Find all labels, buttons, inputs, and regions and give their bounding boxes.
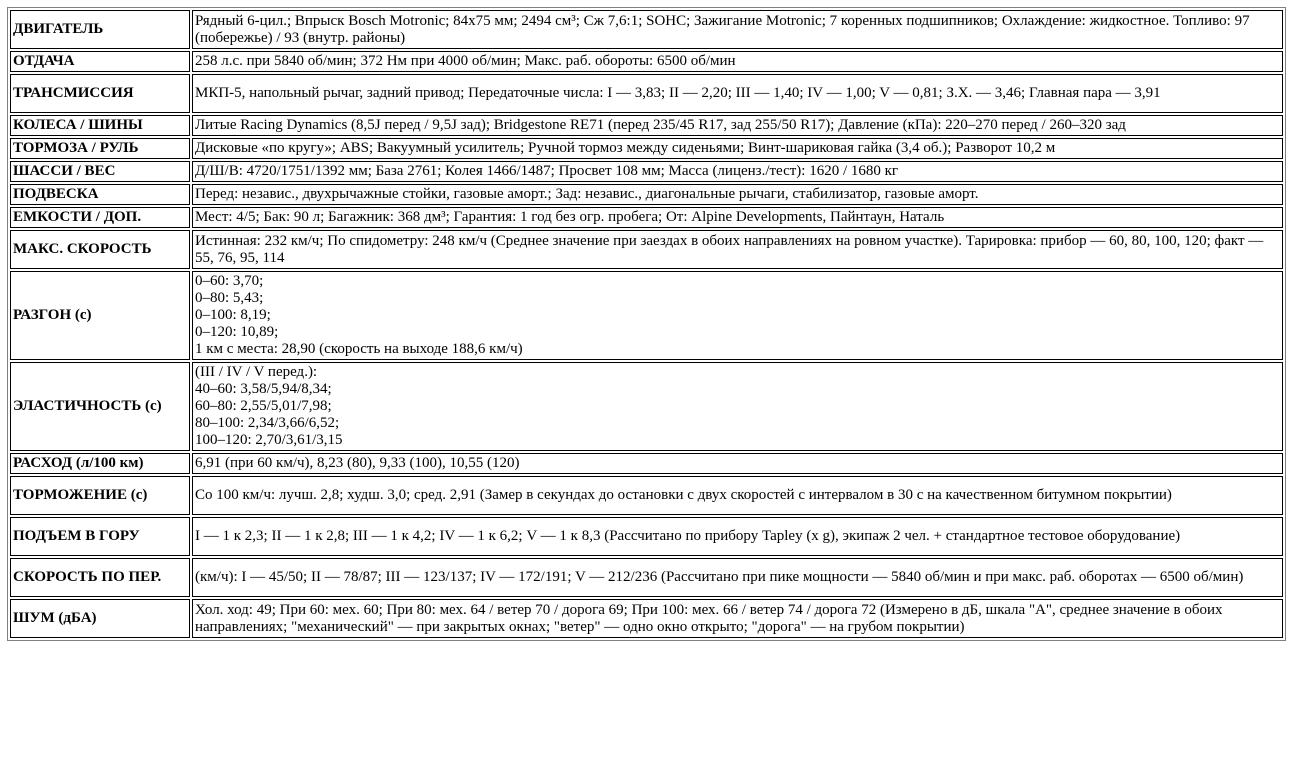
row-label: РАЗГОН (с)	[10, 271, 190, 360]
value-line: 100–120: 2,70/3,61/3,15	[195, 432, 343, 448]
row-label: ЕМКОСТИ / ДОП.	[10, 207, 190, 228]
row-label: ШАССИ / ВЕС	[10, 161, 190, 182]
value-line: 0–80: 5,43;	[195, 290, 264, 306]
value-line: 80–100: 2,34/3,66/6,52;	[195, 415, 340, 431]
spec-row-capacities	[10, 207, 1283, 228]
row-value: Дисковые «по кругу»; ABS; Вакуумный усилитель; Ручной тормоз между сиденьями; Винт-шариковая гайка (3,4 об.); Разворот 10,2 м	[192, 138, 1283, 159]
spec-row-acceleration	[10, 271, 1283, 360]
row-value: МКП-5, напольный рычаг, задний привод; Передаточные числа: I — 3,83; II — 2,20; III — 1,40; IV — 1,00; V — 0,81; З.Х. — 3,46; Главная пара — 3,91	[192, 74, 1283, 113]
row-value	[192, 362, 1283, 451]
value-line: 40–60: 3,58/5,94/8,34;	[195, 381, 332, 397]
spec-row-brakes	[10, 138, 1283, 159]
spec-row-top-speed	[10, 230, 1283, 269]
spec-row-engine	[10, 10, 1283, 49]
row-label: ЭЛАСТИЧНОСТЬ (с)	[10, 362, 190, 451]
row-label: ШУМ (дБА)	[10, 599, 190, 638]
row-label: ТРАНСМИССИЯ	[10, 74, 190, 113]
spec-row-wheels	[10, 115, 1283, 136]
row-label: ПОДВЕСКА	[10, 184, 190, 205]
row-value: Мест: 4/5; Бак: 90 л; Багажник: 368 дм³; Гарантия: 1 год без огр. пробега; От: Alpine Developments, Пайнтаун, Наталь	[192, 207, 1283, 228]
row-label: МАКС. СКОРОСТЬ	[10, 230, 190, 269]
row-value: Перед: независ., двухрычажные стойки, газовые аморт.; Зад: независ., диагональные рычаги, стабилизатор, газовые аморт.	[192, 184, 1283, 205]
value-line: (III / IV / V перед.):	[195, 364, 318, 380]
row-label: ПОДЪЕМ В ГОРУ	[10, 517, 190, 556]
row-label: ДВИГАТЕЛЬ	[10, 10, 190, 49]
spec-row-fuel	[10, 453, 1283, 474]
row-value: 258 л.с. при 5840 об/мин; 372 Нм при 4000 об/мин; Макс. раб. обороты: 6500 об/мин	[192, 51, 1283, 72]
row-label: КОЛЕСА / ШИНЫ	[10, 115, 190, 136]
row-value	[192, 271, 1283, 360]
row-value: Истинная: 232 км/ч; По спидометру: 248 км/ч (Среднее значение при заездах в обоих направлениях на ровном участке). Тарировка: прибор — 60, 80, 100, 120; факт — 55, 76, 95, 114	[192, 230, 1283, 269]
row-label: РАСХОД (л/100 км)	[10, 453, 190, 474]
row-value: 6,91 (при 60 км/ч), 8,23 (80), 9,33 (100), 10,55 (120)	[192, 453, 1283, 474]
spec-table	[7, 7, 1286, 641]
value-line: 0–120: 10,89;	[195, 324, 279, 340]
spec-row-elasticity	[10, 362, 1283, 451]
row-value: I — 1 к 2,3; II — 1 к 2,8; III — 1 к 4,2; IV — 1 к 6,2; V — 1 к 8,3 (Рассчитано по прибору Tapley (x g), экипаж 2 чел. + стандартное тестовое оборудование)	[192, 517, 1283, 556]
spec-row-gradient	[10, 517, 1283, 556]
spec-row-power	[10, 51, 1283, 72]
row-value: Литые Racing Dynamics (8,5J перед / 9,5J зад); Bridgestone RE71 (перед 235/45 R17, зад 255/50 R17); Давление (кПа): 220–270 перед / 260–320 зад	[192, 115, 1283, 136]
value-line: 60–80: 2,55/5,01/7,98;	[195, 398, 332, 414]
row-label: ТОРМОЖЕНИЕ (с)	[10, 476, 190, 515]
value-line: 0–100: 8,19;	[195, 307, 271, 323]
value-line: 0–60: 3,70;	[195, 273, 264, 289]
row-label: ОТДАЧА	[10, 51, 190, 72]
row-value: Хол. ход: 49; При 60: мех. 60; При 80: мех. 64 / ветер 70 / дорога 69; При 100: мех. 66 / ветер 74 / дорога 72 (Измерено в дБ, шкала "А", среднее значение в обоих направлениях; "механический" — при закрытых окнах; "ветер" — одно окно открыто; "дорога" — на грубом покрытии)	[192, 599, 1283, 638]
spec-row-gear-speeds	[10, 558, 1283, 597]
row-value: Рядный 6-цил.; Впрыск Bosch Motronic; 84x75 мм; 2494 см³; Сж 7,6:1; SOHC; Зажигание Motronic; 7 коренных подшипников; Охлаждение: жидкостное. Топливо: 97 (побережье) / 93 (внутр. районы)	[192, 10, 1283, 49]
spec-row-chassis	[10, 161, 1283, 182]
row-value: (км/ч): I — 45/50; II — 78/87; III — 123/137; IV — 172/191; V — 212/236 (Рассчитано при пике мощности — 5840 об/мин и при макс. раб. оборотах — 6500 об/мин)	[192, 558, 1283, 597]
value-line: 1 км с места: 28,90 (скорость на выходе 188,6 км/ч)	[195, 341, 523, 357]
row-label: СКОРОСТЬ ПО ПЕР.	[10, 558, 190, 597]
row-value: Со 100 км/ч: лучш. 2,8; худш. 3,0; сред. 2,91 (Замер в секундах до остановки с двух скоростей с интервалом в 30 с на качественном битумном покрытии)	[192, 476, 1283, 515]
row-value: Д/Ш/В: 4720/1751/1392 мм; База 2761; Колея 1466/1487; Просвет 108 мм; Масса (лиценз./тест): 1620 / 1680 кг	[192, 161, 1283, 182]
spec-row-suspension	[10, 184, 1283, 205]
spec-row-noise	[10, 599, 1283, 638]
row-label: ТОРМОЗА / РУЛЬ	[10, 138, 190, 159]
spec-row-braking	[10, 476, 1283, 515]
spec-row-transmission	[10, 74, 1283, 113]
